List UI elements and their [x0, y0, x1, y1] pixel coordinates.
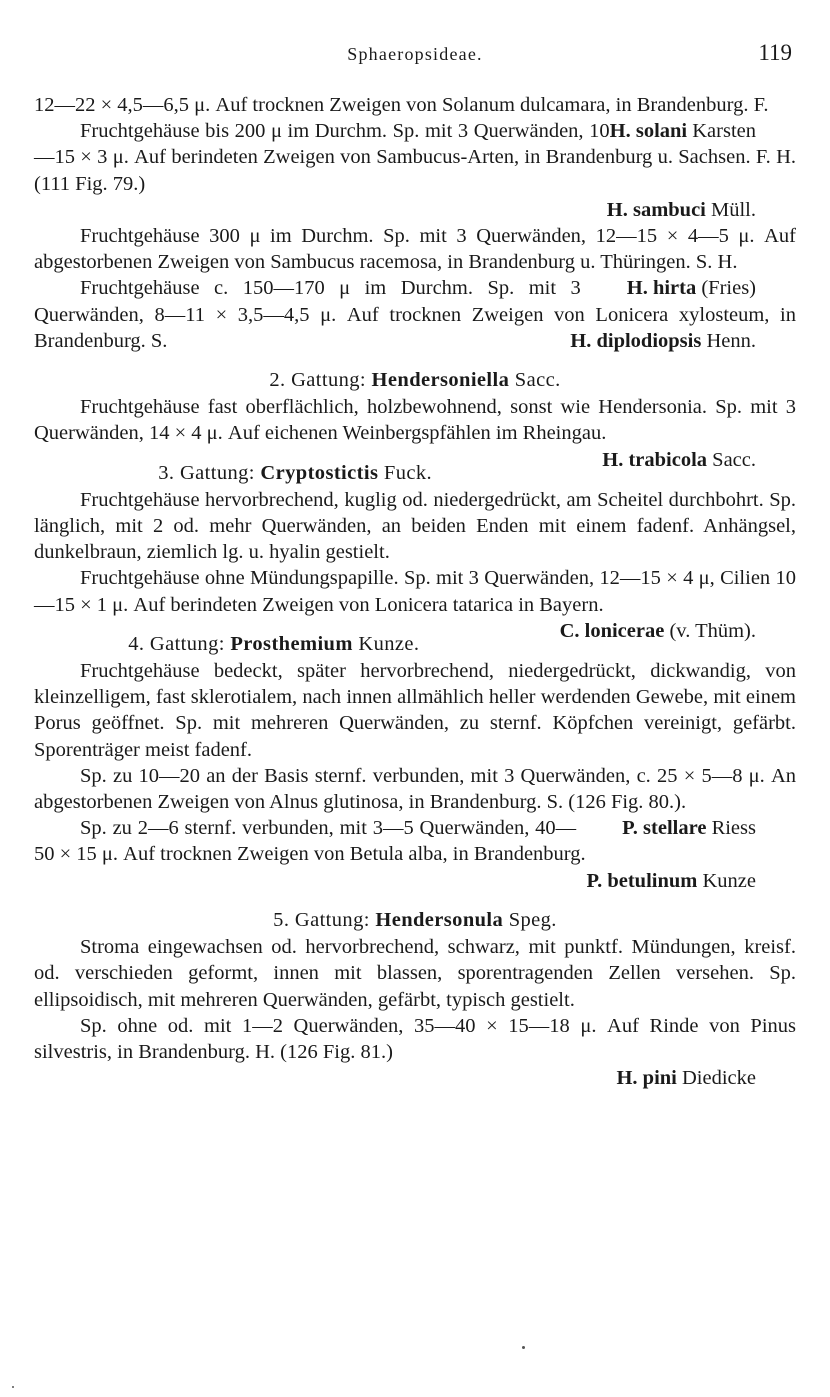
genus-name: Prosthemium [230, 632, 353, 655]
description-text: Fruchtgehäuse fast oberflächlich, holzbewohnend, sonst wie Hendersonia. Sp. mit 3 Querwänden, 14 × 4 μ. Auf eichenen Weinbergspfählen im Rheingau. [34, 396, 796, 445]
species-author: Riess [711, 817, 756, 840]
genus-number: 4. Gattung: [128, 632, 225, 655]
genus-author: Fuck. [383, 461, 433, 484]
genus-number: 5. Gattung: [273, 908, 370, 931]
description-paragraph [34, 394, 796, 471]
page-body [34, 92, 796, 1091]
description-text: 12—22 × 4,5—6,5 μ. Auf trocknen Zweigen von Solanum dulcamara, in Brandenburg. F. [34, 94, 769, 116]
genus-name: Hendersonula [375, 908, 504, 931]
genus-number: 2. Gattung: [269, 369, 367, 392]
species-author: Henn. [706, 329, 756, 352]
description-text: Fruchtgehäuse 300 μ im Durchm. Sp. mit 3 Querwänden, 12—15 × 4—5 μ. Auf abgestorbenen Zweigen von Sambucus racemosa, in Brandenburg u. Thüringen. S. H. [34, 225, 796, 274]
genus-heading [34, 367, 796, 393]
species-author: Müll. [711, 198, 756, 221]
description-text: Fruchtgehäuse hervorbrechend, kuglig od. niedergedrückt, am Scheitel durchbohrt. Sp. länglich, mit 2 od. mehr Querwänden, an beiden Enden mit einem fadenf. Anhängsel, dunkelbraun, ziemlich lg. u. hyalin gestielt. [34, 488, 796, 564]
species-name: C. lonicerae [559, 619, 665, 642]
genus-name: Cryptostictis [260, 461, 379, 484]
species-line [34, 197, 796, 223]
description-text: Fruchtgehäuse ohne Mündungspapille. Sp. mit 3 Querwänden, 12—15 × 4 μ, Cilien 10—15 × 1 μ. Auf berindeten Zweigen von Lonicera tatarica in Bayern. [34, 567, 796, 616]
genus-author: Speg. [508, 908, 557, 931]
description-paragraph [34, 487, 796, 566]
species-name: H. solani [609, 120, 688, 143]
species-citation [581, 275, 796, 301]
species-name: P. betulinum [586, 869, 698, 892]
running-head: Sphaeropsideae. [347, 44, 483, 64]
species-name: H. diplodiopsis [570, 329, 702, 352]
description-text: Sp. zu 2—6 sternf. verbunden, mit 3—5 Querwänden, 40—50 × 15 μ. Auf trocknen Zweigen von Betula alba, in Brandenburg. [34, 817, 586, 866]
speck-mark [12, 1386, 14, 1388]
species-author: Sacc. [712, 448, 756, 471]
species-name: H. sambuci [606, 198, 706, 221]
description-paragraph [34, 565, 796, 642]
description-text: Fruchtgehäuse bedeckt, später hervorbrechend, niedergedrückt, dickwandig, von kleinzelligem, fast sklerotialem, nach innen allmählich heller werdenden Gewebe, mit einem Porus geöffnet. Sp. mit mehreren Querwänden, zu sternf. Köpfchen vereinigt, gefärbt. Sporenträger meist fadenf. [34, 660, 796, 761]
species-line [34, 1065, 796, 1091]
description-paragraph [34, 92, 796, 143]
species-author: Karsten [692, 120, 756, 143]
description-text: Fruchtgehäuse c. 150—170 μ im Durchm. Sp. mit 3 Querwänden, 8—11 × 3,5—4,5 μ. Auf trocknen Zweigen von Lonicera xylosteum, in Brandenburg. S. [34, 277, 796, 352]
genus-author: Kunze. [358, 632, 420, 655]
description-text: Stroma eingewachsen od. hervorbrechend, schwarz, mit punktf. Mündungen, kreisf. od. verschieden geformt, innen mit blassen, sporentragenden Zellen versehen. Sp. ellipsoidisch, mit mehreren Querwänden, gefärbt, typisch gestielt. [34, 936, 796, 1011]
species-line [34, 868, 796, 894]
genus-heading [34, 907, 796, 933]
species-author: Diedicke [682, 1067, 756, 1090]
species-author: Kunze [702, 869, 756, 892]
description-text: Sp. ohne od. mit 1—2 Querwänden, 35—40 × 15—18 μ. Auf Rinde von Pinus silvestris, in Brandenburg. H. (126 Fig. 81.) [34, 1014, 796, 1063]
species-author: (Fries) [701, 277, 756, 300]
species-citation [610, 118, 796, 144]
species-name: H. hirta [626, 277, 697, 300]
description-paragraph [34, 223, 796, 300]
description-paragraph [34, 763, 796, 840]
page-number: 119 [758, 40, 792, 65]
description-paragraph [34, 658, 796, 763]
species-name: H. pini [616, 1067, 677, 1090]
speck-mark [522, 1346, 525, 1349]
species-name: H. trabicola [602, 448, 708, 471]
species-name: P. stellare [622, 817, 707, 840]
species-citation [514, 618, 796, 644]
genus-name: Hendersoniella [371, 369, 510, 392]
description-text: Fruchtgehäuse bis 200 μ im Durchm. Sp. mit 3 Querwänden, 10—15 × 3 μ. Auf berindeten Zweigen von Sambucus-Arten, in Brandenburg u. Sachsen. F. H. (111 Fig. 79.) [34, 120, 796, 195]
description-paragraph [34, 1013, 796, 1065]
genus-author: Sacc. [514, 369, 561, 392]
page-header [34, 36, 796, 76]
genus-number: 3. Gattung: [158, 461, 255, 484]
description-paragraph [34, 934, 796, 1013]
species-citation [556, 447, 796, 473]
species-author: (v. Thüm). [669, 619, 756, 642]
species-citation [524, 328, 796, 354]
species-citation [576, 815, 796, 841]
description-text: Sp. zu 10—20 an der Basis sternf. verbunden, mit 3 Querwänden, c. 25 × 5—8 μ. An abgestorbenen Zweigen von Alnus glutinosa, in Brandenburg. S. (126 Fig. 80.). [34, 764, 796, 814]
